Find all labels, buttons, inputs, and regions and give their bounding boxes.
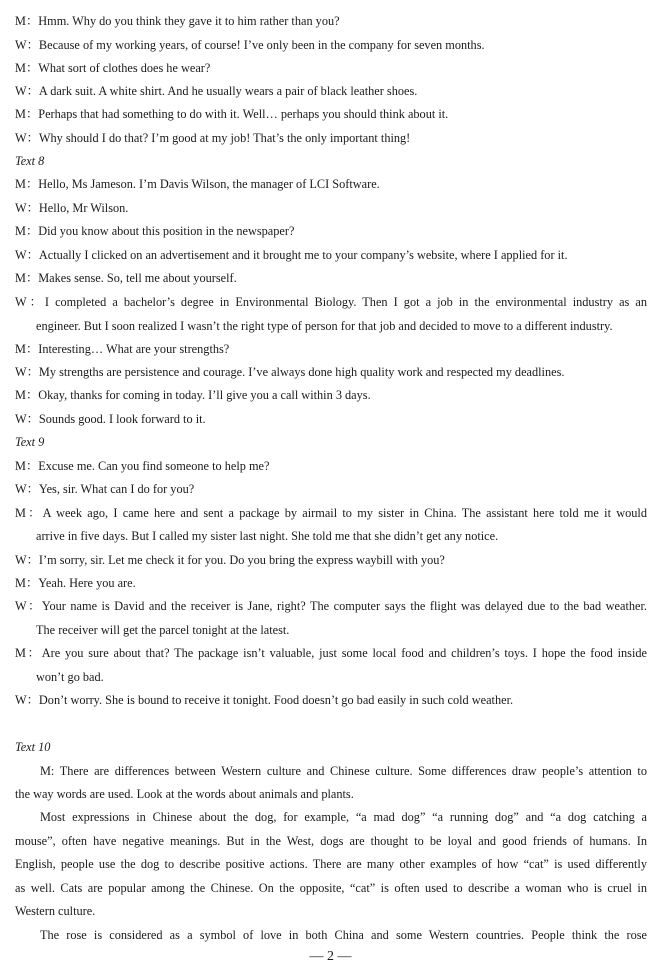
dialogue-line: W：Your name is David and the receiver is Jane, right? The computer says the flight was delayed due to the bad weather. — [15, 599, 647, 613]
paragraph-line: the way words are used. Look at the words about animals and plants. — [15, 787, 354, 801]
section-heading-text-10: Text 10 — [15, 740, 51, 754]
dialogue-line: M：What sort of clothes does he wear? — [15, 61, 211, 75]
paragraph-line: Western culture. — [15, 904, 96, 918]
section-heading-text-9: Text 9 — [15, 435, 45, 449]
paragraph-line: English, people use the dog to describe positive actions. There are many other examples of how “cat” is used differently — [15, 857, 647, 871]
dialogue-line: M：Yeah. Here you are. — [15, 576, 136, 590]
dialogue-line: M：Are you sure about that? The package isn’t valuable, just some local food and children’s toys. I hope the food inside — [15, 646, 647, 660]
dialogue-line: W：Sounds good. I look forward to it. — [15, 412, 206, 426]
page-number: — 2 — — [309, 949, 352, 964]
dialogue-line-continuation: The receiver will get the parcel tonight at the latest. — [36, 623, 290, 637]
dialogue-line: W：Hello, Mr Wilson. — [15, 201, 129, 215]
dialogue-line: M：Perhaps that had something to do with it. Well… perhaps you should think about it. — [15, 107, 449, 121]
dialogue-line: M：Makes sense. So, tell me about yourself. — [15, 271, 237, 285]
dialogue-line: W：Yes, sir. What can I do for you? — [15, 482, 195, 496]
dialogue-line: W：I’m sorry, sir. Let me check it for you. Do you bring the express waybill with you? — [15, 553, 445, 567]
section-heading-text-8: Text 8 — [15, 154, 45, 168]
dialogue-line: M：Interesting… What are your strengths? — [15, 342, 230, 356]
paragraph-line: Most expressions in Chinese about the dog, for example, “a mad dog” “a running dog” and “a dog catching a — [40, 810, 647, 824]
dialogue-line: M：A week ago, I came here and sent a package by airmail to my sister in China. The assistant here told me it would — [15, 506, 647, 520]
dialogue-line: W：Because of my working years, of course! I’ve only been in the company for seven months. — [15, 38, 485, 52]
dialogue-line: M：Okay, thanks for coming in today. I’ll give you a call within 3 days. — [15, 388, 371, 402]
dialogue-line: W：Actually I clicked on an advertisement and it brought me to your company’s website, where I applied for it. — [15, 248, 568, 262]
dialogue-line: M：Hmm. Why do you think they gave it to him rather than you? — [15, 14, 340, 28]
dialogue-line: M：Did you know about this position in the newspaper? — [15, 224, 295, 238]
dialogue-line: M：Hello, Ms Jameson. I’m Davis Wilson, the manager of LCI Software. — [15, 177, 380, 191]
paragraph-line: The rose is considered as a symbol of love in both China and some Western countries. People think the rose — [40, 928, 647, 942]
dialogue-line: W：My strengths are persistence and courage. I’ve always done high quality work and respected my deadlines. — [15, 365, 565, 379]
dialogue-line-continuation: engineer. But I soon realized I wasn’t the right type of person for that job and decided to move to a different industry. — [36, 319, 613, 333]
dialogue-line: W：I completed a bachelor’s degree in Environmental Biology. Then I got a job in the environmental industry as an — [15, 295, 647, 309]
dialogue-line: W：Don’t worry. She is bound to receive it tonight. Food doesn’t go bad easily in such cold weather. — [15, 693, 514, 707]
dialogue-line: M：Excuse me. Can you find someone to help me? — [15, 459, 270, 473]
paragraph-line: as well. Cats are popular among the Chinese. On the opposite, “cat” is often used to describe a woman who is cruel in — [15, 881, 647, 895]
dialogue-line-continuation: won’t go bad. — [36, 670, 104, 684]
paragraph-line: mouse”, often have negative meanings. But in the West, dogs are thought to be loyal and good friends of humans. In — [15, 834, 647, 848]
paragraph-line: M: There are differences between Western culture and Chinese culture. Some differences draw people’s attention to — [40, 764, 647, 778]
dialogue-line: W：Why should I do that? I’m good at my job! That’s the only important thing! — [15, 131, 411, 145]
dialogue-line: W：A dark suit. A white shirt. And he usually wears a pair of black leather shoes. — [15, 84, 418, 98]
dialogue-line-continuation: arrive in five days. But I called my sister last night. She told me that she didn’t get any notice. — [36, 529, 499, 543]
